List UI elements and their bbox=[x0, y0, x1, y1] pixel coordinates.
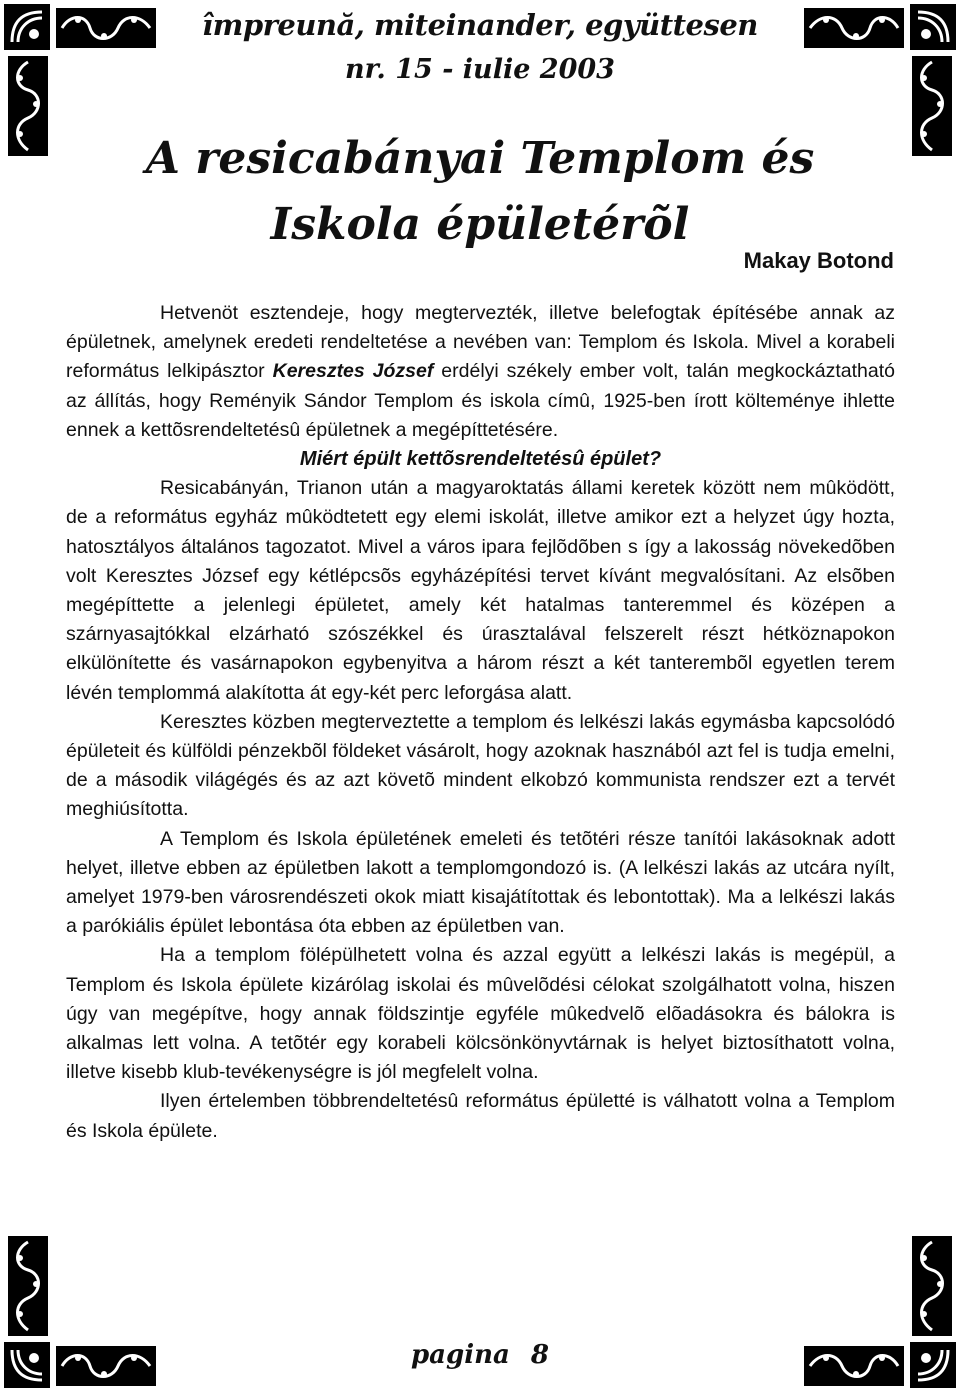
border-ornament-bottom-left-vertical bbox=[8, 1236, 48, 1336]
highlighted-name: Keresztes József bbox=[272, 360, 434, 383]
article-title-line-1: A resicabányai Templom és bbox=[145, 133, 815, 184]
issue-number: nr. 15 - iulie 2003 bbox=[345, 54, 615, 85]
page-number: pagina 8 bbox=[411, 1340, 549, 1370]
paragraph-1-text-a: Hetvenöt esztendeje, hogy megtervezték, illetve belefogtak építésébe annak az épületnek, amelynek eredeti rendeltetése a nevében van: Templom és Iskola. Mivel a korabeli református lelkipásztor bbox=[66, 302, 895, 383]
publication-motto: împreună, miteinander, együttesen bbox=[202, 8, 758, 42]
paragraph-6: Ilyen értelemben többrendeltetésû református épületté is válhatott volna a Templom és Iskola épülete. bbox=[66, 1090, 895, 1142]
paragraph-3: Keresztes közben megterveztette a templom és lelkészi lakás egymásba kapcsolódó épületeit és külföldi pénzekbõl földeket vásárolt, hogy azoknak hasznából azt fel is tudja emelni, de a második világégés és az azt követõ mindent elkobzó kommunista rendszer ezt a tervét meghiúsította. bbox=[66, 710, 895, 821]
border-ornament-bottom-right-vertical bbox=[912, 1236, 952, 1336]
paragraph-1 bbox=[66, 299, 895, 445]
article-title-line-2: Iskola épületérõl bbox=[270, 199, 690, 250]
article-body bbox=[66, 299, 895, 1146]
article-title bbox=[60, 126, 900, 258]
article-author: Makay Botond bbox=[743, 248, 894, 273]
paragraph-2: Resicabányán, Trianon után a magyaroktatás állami keretek között nem mûködött, de a református egyház mûködtetett egy elemi iskolát, illetve amikor ezt a helyzet úgy hozta, hatosztályos általános tagozatot. Mivel a város ipara fejlõdõben s így a lakosság növekedõben volt Keresztes József egy kétlépcsõs egyházépítési tervet kívánt megvalósítani. Az elsõben megépíttette a jelenlegi épületet, amely két hatalmas tanteremmel és középen a szárnyasajtókkal elzárható szószékkel és úrasztalával felszerelt részt hétköznapokon elkülönítette és vasárnapokon egybenyitva a három részt a két tanterembõl egyetlen terem lévén templommá alakította át egy-két perc leforgása alatt. bbox=[66, 477, 895, 704]
paragraph-4: A Templom és Iskola épületének emeleti és tetõtéri része tanítói lakásoknak adott helyet, illetve ebben az épületben lakott a templomgondozó is. (A lelkészi lakás az utcára nyílt, amelyet 1979-ben városrendészeti okok miatt kisajátítottak és lebontottak). Ma a lelkészi lakás a parókiális épület lebontása óta ebben az épületben van. bbox=[66, 827, 895, 938]
paragraph-5: Ha a templom fölépülhetett volna és azzal együtt a lelkészi lakás is megépül, a Templom és Iskola épülete kizárólag iskolai és mûvelõdési célokat szolgálhatott volna, hiszen úgy van megépítve, hogy annak földszintje egyféle mûkedvelõ elõadásokra és bálokra is alkalmas lett volna. A tetõtér egy korabeli kölcsönkönyvtárnak is helyet biztosíthatott volna, illetve kisebb klub-tevékenységre is jól megfelelt volna. bbox=[66, 944, 895, 1084]
section-subheading: Miért épült kettõsrendeltetésû épület? bbox=[299, 448, 662, 471]
paragraph-1-text-b: erdélyi székely ember volt, talán megkockáztatható az állítás, hogy Reményik Sándor Templom és iskola címû, 1925-ben írott költeménye ihlette ennek a kettõsrendeltetésû épületnek a megépíttetésére. bbox=[66, 360, 895, 441]
